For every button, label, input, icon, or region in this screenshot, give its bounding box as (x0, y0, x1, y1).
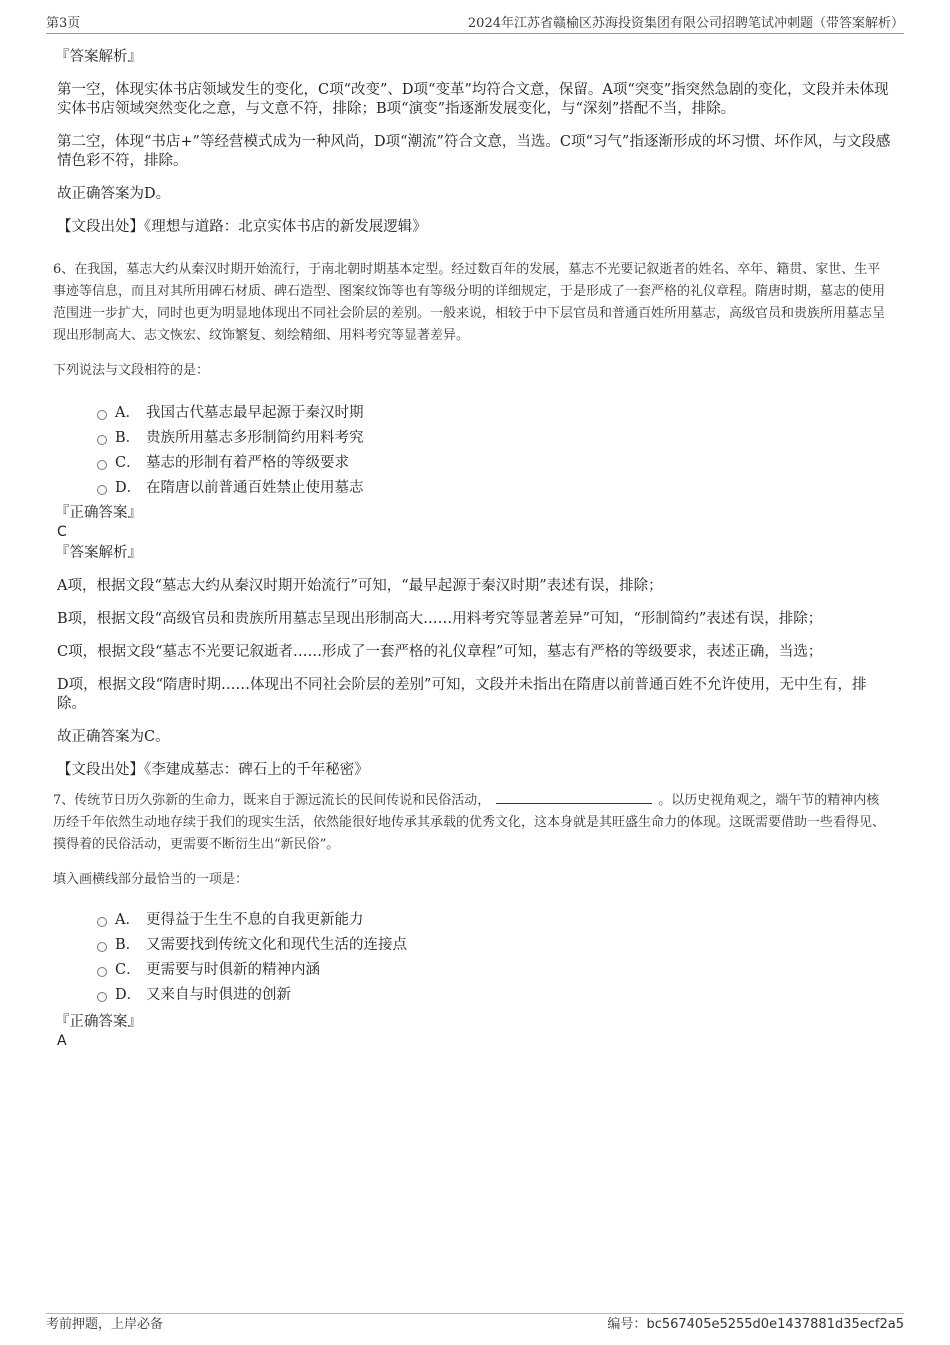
analysis-paragraph: 第一空，体现实体书店领域发生的变化，C项“改变”、D项“变革”均符合文意，保留。A项“突变”指突然急剧的变化，文段并未体现实体书店领域突然变化之意，与文意不符，排除；B项“演变”指逐渐发展变化，与“深刻”搭配不当，排除。 (57, 82, 889, 117)
page-number: 第3页 (46, 16, 81, 31)
radio-button[interactable] (97, 992, 107, 1002)
option-letter: A． (115, 405, 140, 421)
option-list (57, 401, 892, 501)
correct-answer: A (57, 1033, 67, 1049)
option-a[interactable] (57, 908, 892, 933)
option-letter: C． (115, 455, 141, 471)
document-code (607, 1316, 904, 1334)
option-d[interactable] (57, 983, 892, 1008)
option-c[interactable] (57, 958, 892, 983)
option-b[interactable] (57, 426, 892, 451)
radio-button[interactable] (97, 410, 107, 420)
footer-slogan: 考前押题，上岸必备 (46, 1317, 164, 1332)
page-footer (46, 1313, 904, 1332)
radio-button[interactable] (97, 942, 107, 952)
analysis-tag: 『答案解析』 (55, 49, 142, 65)
question-prompt: 填入画横线部分最恰当的一项是： (53, 872, 249, 887)
option-text: 墓志的形制有着严格的等级要求 (146, 455, 349, 471)
conclusion: 故正确答案为C。 (57, 729, 170, 745)
passage-after-blank: 。以历史视角观之，端午节的精神内核历经千年依然生动地存续于我们的现实生活，依然能很好地传承其承载的优秀文化，这本身就是其旺盛生命力的体现。这既需要借助一些看得见、摸得着的民俗活动，更需要不断衍生出“新民俗”。 (53, 793, 886, 852)
option-d[interactable] (57, 476, 892, 501)
question-prompt: 下列说法与文段相符的是： (53, 363, 210, 378)
document-title: 2024年江苏省赣榆区苏海投资集团有限公司招聘笔试冲刺题（带答案解析） (467, 16, 904, 31)
prev-question-analysis (57, 48, 892, 237)
option-b[interactable] (57, 933, 892, 958)
option-text: 在隋唐以前普通百姓禁止使用墓志 (146, 480, 364, 496)
radio-button[interactable] (97, 485, 107, 495)
page-content (53, 46, 892, 1051)
page-header (46, 14, 904, 34)
analysis-paragraph: 第二空，体现“书店+”等经营模式成为一种风尚，D项“潮流”符合文意，当选。C项“习气”指逐渐形成的坏习惯、坏作风，与文段感情色彩不符，排除。 (57, 134, 891, 169)
option-c[interactable] (57, 451, 892, 476)
analysis-item: D项，根据文段“隋唐时期……体现出不同社会阶层的差别”可知，文段并未指出在隋唐以前普通百姓不允许使用，无中生有，排除。 (57, 677, 867, 712)
option-letter: D． (115, 480, 142, 496)
radio-button[interactable] (97, 967, 107, 977)
option-letter: B． (115, 937, 141, 953)
radio-button[interactable] (97, 917, 107, 927)
conclusion: 故正确答案为D。 (57, 186, 171, 202)
radio-button[interactable] (97, 435, 107, 445)
option-a[interactable] (57, 401, 892, 426)
source-citation: 【文段出处】《李建成墓志：碑石上的千年秘密》 (57, 762, 369, 778)
analysis-tag: 『答案解析』 (55, 545, 142, 561)
code-label: 编号： (607, 1317, 647, 1332)
option-text: 我国古代墓志最早起源于秦汉时期 (146, 405, 364, 421)
analysis-item: B项，根据文段“高级官员和贵族所用墓志呈现出形制高大……用料考究等显著差异”可知，“形制简约”表述有误，排除； (57, 611, 823, 627)
question-7 (53, 790, 892, 1051)
option-text: 又来自与时俱进的创新 (146, 987, 291, 1003)
question-6 (53, 259, 892, 780)
analysis-item: C项，根据文段“墓志不光要记叙逝者……形成了一套严格的礼仪章程”可知，墓志有严格的等级要求，表述正确，当选； (57, 644, 823, 660)
option-text: 更得益于生生不息的自我更新能力 (146, 912, 364, 928)
radio-button[interactable] (97, 460, 107, 470)
option-letter: A． (115, 912, 140, 928)
source-citation: 【文段出处】《理想与道路：北京实体书店的新发展逻辑》 (57, 219, 427, 235)
passage-before-blank: 7、传统节日历久弥新的生命力，既来自于源远流长的民间传说和民俗活动， (53, 793, 491, 808)
option-list (57, 908, 892, 1008)
option-letter: C． (115, 962, 141, 978)
option-letter: B． (115, 430, 141, 446)
option-text: 又需要找到传统文化和现代生活的连接点 (146, 937, 407, 953)
answer-tag: 『正确答案』 (55, 1014, 142, 1030)
question-passage (53, 790, 892, 856)
fill-blank-line (496, 790, 652, 804)
analysis-item: A项，根据文段“墓志大约从秦汉时期开始流行”可知，“最早起源于秦汉时期”表述有误，排除； (57, 578, 663, 594)
option-text: 更需要与时俱新的精神内涵 (146, 962, 320, 978)
correct-answer: C (57, 524, 67, 540)
question-passage: 6、在我国，墓志大约从秦汉时期开始流行，于南北朝时期基本定型。经过数百年的发展，墓志不光要记叙逝者的姓名、卒年、籍贯、家世、生平事迹等信息，而且对其所用碑石材质、碑石造型、图案纹饰等也有等级分明的详细规定，于是形成了一套严格的礼仪章程。隋唐时期，墓志的使用范围进一步扩大，同时也更为明显地体现出不同社会阶层的差别。一般来说，相较于中下层官员和普通百姓所用墓志，高级官员和贵族所用墓志呈现出形制高大、志文恢宏、纹饰繁复、刻绘精细、用料考究等显著差异。 (53, 262, 886, 343)
code-value: bc567405e5255d0e1437881d35ecf2a5 (646, 1317, 904, 1332)
option-text: 贵族所用墓志多形制简约用料考究 (146, 430, 364, 446)
answer-tag: 『正确答案』 (55, 505, 142, 521)
option-letter: D． (115, 987, 142, 1003)
